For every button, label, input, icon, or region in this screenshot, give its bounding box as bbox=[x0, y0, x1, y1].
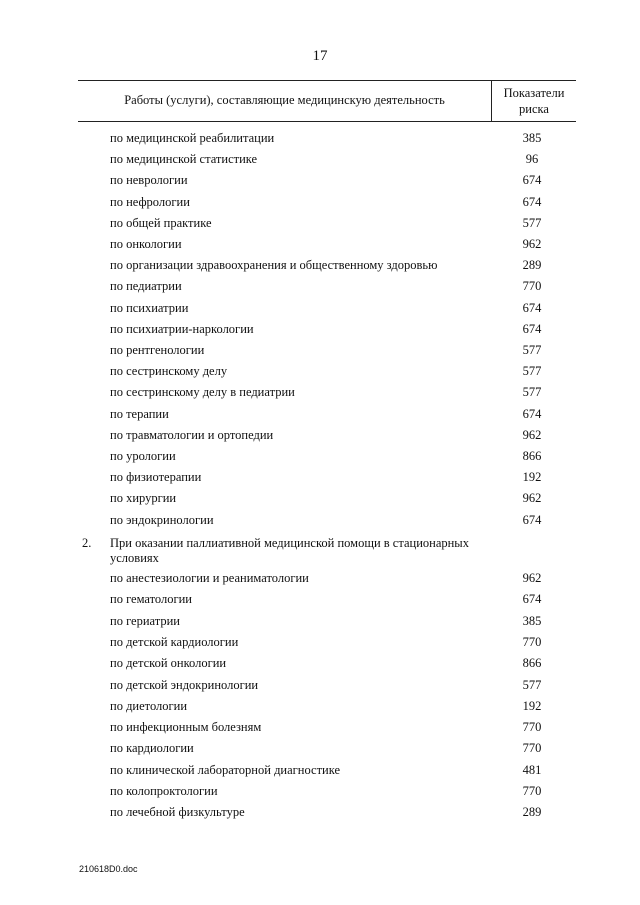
row-risk-value: 385 bbox=[522, 613, 542, 628]
row-label: по терапии bbox=[110, 406, 169, 421]
row-label: по инфекционным болезням bbox=[110, 720, 262, 735]
table-header-works: Работы (услуги), составляющие медицинскую деятельность bbox=[124, 93, 445, 107]
row-label: по гематологии bbox=[110, 592, 193, 607]
table-row bbox=[0, 385, 640, 406]
table-row bbox=[0, 614, 640, 635]
row-label: по медицинской реабилитации bbox=[110, 131, 275, 145]
table-row bbox=[0, 195, 640, 216]
row-risk-value: 192 bbox=[522, 470, 542, 485]
table-row bbox=[0, 720, 640, 741]
section-title: При оказании паллиативной медицинской помощи в стационарных условиях bbox=[110, 536, 469, 565]
row-label: по онкологии bbox=[110, 237, 182, 251]
row-label: по детской онкологии bbox=[110, 656, 227, 671]
table-row bbox=[0, 656, 640, 677]
row-label: по нефрологии bbox=[110, 194, 190, 209]
row-risk-value: 385 bbox=[522, 131, 542, 145]
document-filename: 210618D0.doc bbox=[79, 864, 138, 874]
row-label: по рентгенологии bbox=[110, 343, 205, 357]
table-row bbox=[0, 678, 640, 699]
table-row bbox=[0, 152, 640, 173]
row-risk-value: 577 bbox=[522, 343, 542, 357]
row-label: по сестринскому делу bbox=[110, 364, 228, 379]
row-risk-value: 962 bbox=[522, 491, 542, 506]
table-row bbox=[0, 258, 640, 279]
table-row bbox=[0, 491, 640, 512]
row-label: по детской эндокринологии bbox=[110, 677, 259, 692]
row-label: по эндокринологии bbox=[110, 512, 214, 527]
row-risk-value: 674 bbox=[522, 173, 542, 188]
row-risk-value: 770 bbox=[522, 634, 542, 649]
row-risk-value: 770 bbox=[522, 720, 542, 735]
row-label: по диетологии bbox=[110, 698, 188, 713]
row-label: по кардиологии bbox=[110, 741, 194, 756]
row-label: по неврологии bbox=[110, 173, 188, 188]
table-row bbox=[0, 216, 640, 237]
table-row bbox=[0, 131, 640, 152]
row-risk-value: 674 bbox=[522, 321, 542, 336]
row-label: по гериатрии bbox=[110, 613, 180, 628]
table-header-risk-line1: Показатели bbox=[503, 86, 565, 100]
table-row bbox=[0, 513, 640, 534]
table-row bbox=[0, 592, 640, 613]
row-risk-value: 577 bbox=[522, 677, 542, 692]
table-row bbox=[0, 237, 640, 258]
row-label: по травматологии и ортопедии bbox=[110, 427, 274, 442]
row-label: по организации здравоохранения и общественному здоровью bbox=[110, 258, 438, 273]
row-risk-value: 674 bbox=[522, 406, 542, 421]
row-risk-value: 962 bbox=[522, 427, 542, 442]
row-risk-value: 192 bbox=[522, 698, 542, 713]
row-label: по медицинской статистике bbox=[110, 152, 258, 167]
row-risk-value: 674 bbox=[522, 194, 542, 209]
row-label: по психиатрии-наркологии bbox=[110, 321, 254, 336]
row-label: по педиатрии bbox=[110, 279, 182, 294]
table-top-rule bbox=[78, 80, 576, 81]
row-label: по сестринскому делу в педиатрии bbox=[110, 385, 295, 400]
row-risk-value: 577 bbox=[522, 215, 542, 230]
table-row bbox=[0, 699, 640, 720]
table-row bbox=[0, 364, 640, 385]
row-risk-value: 770 bbox=[522, 279, 542, 294]
row-risk-value: 577 bbox=[522, 385, 542, 400]
row-risk-value: 674 bbox=[522, 512, 542, 527]
table-header-risk-line2: риска bbox=[519, 102, 549, 116]
section-number: 2. bbox=[82, 536, 92, 550]
table-row bbox=[0, 279, 640, 300]
row-label: по физиотерапии bbox=[110, 470, 202, 485]
table-row bbox=[0, 322, 640, 343]
row-label: по общей практике bbox=[110, 215, 212, 230]
row-risk-value: 962 bbox=[522, 237, 542, 251]
table-header-rule bbox=[78, 121, 576, 122]
row-risk-value: 962 bbox=[522, 571, 542, 585]
table-row bbox=[0, 407, 640, 428]
table-row bbox=[0, 428, 640, 449]
row-risk-value: 674 bbox=[522, 592, 542, 607]
table-row bbox=[0, 571, 640, 592]
row-label: по урологии bbox=[110, 449, 176, 463]
row-risk-value: 866 bbox=[522, 449, 542, 463]
row-label: по детской кардиологии bbox=[110, 634, 239, 649]
table-row bbox=[0, 635, 640, 656]
table-row bbox=[0, 741, 640, 762]
row-label: по лечебной физкультуре bbox=[110, 805, 245, 820]
row-risk-value: 96 bbox=[525, 152, 539, 167]
row-label: по хирургии bbox=[110, 491, 177, 506]
row-risk-value: 289 bbox=[522, 258, 542, 273]
table-row bbox=[0, 805, 640, 826]
row-label: по клинической лабораторной диагностике bbox=[110, 762, 341, 777]
row-risk-value: 770 bbox=[522, 784, 542, 798]
row-label: по психиатрии bbox=[110, 300, 189, 315]
table-row bbox=[0, 470, 640, 491]
table-row bbox=[0, 449, 640, 470]
table-row bbox=[0, 301, 640, 322]
table-header-risk bbox=[492, 85, 576, 117]
row-risk-value: 289 bbox=[522, 805, 542, 820]
table-row bbox=[0, 173, 640, 194]
row-risk-value: 674 bbox=[522, 300, 542, 315]
row-label: по колопроктологии bbox=[110, 784, 218, 798]
table-row bbox=[0, 763, 640, 784]
row-risk-value: 577 bbox=[522, 364, 542, 379]
page-number: 17 bbox=[312, 48, 328, 64]
table-row bbox=[0, 343, 640, 364]
row-risk-value: 481 bbox=[522, 762, 542, 777]
row-risk-value: 770 bbox=[522, 741, 542, 756]
row-risk-value: 866 bbox=[522, 656, 542, 671]
table-row bbox=[0, 784, 640, 805]
row-label: по анестезиологии и реаниматологии bbox=[110, 571, 309, 585]
